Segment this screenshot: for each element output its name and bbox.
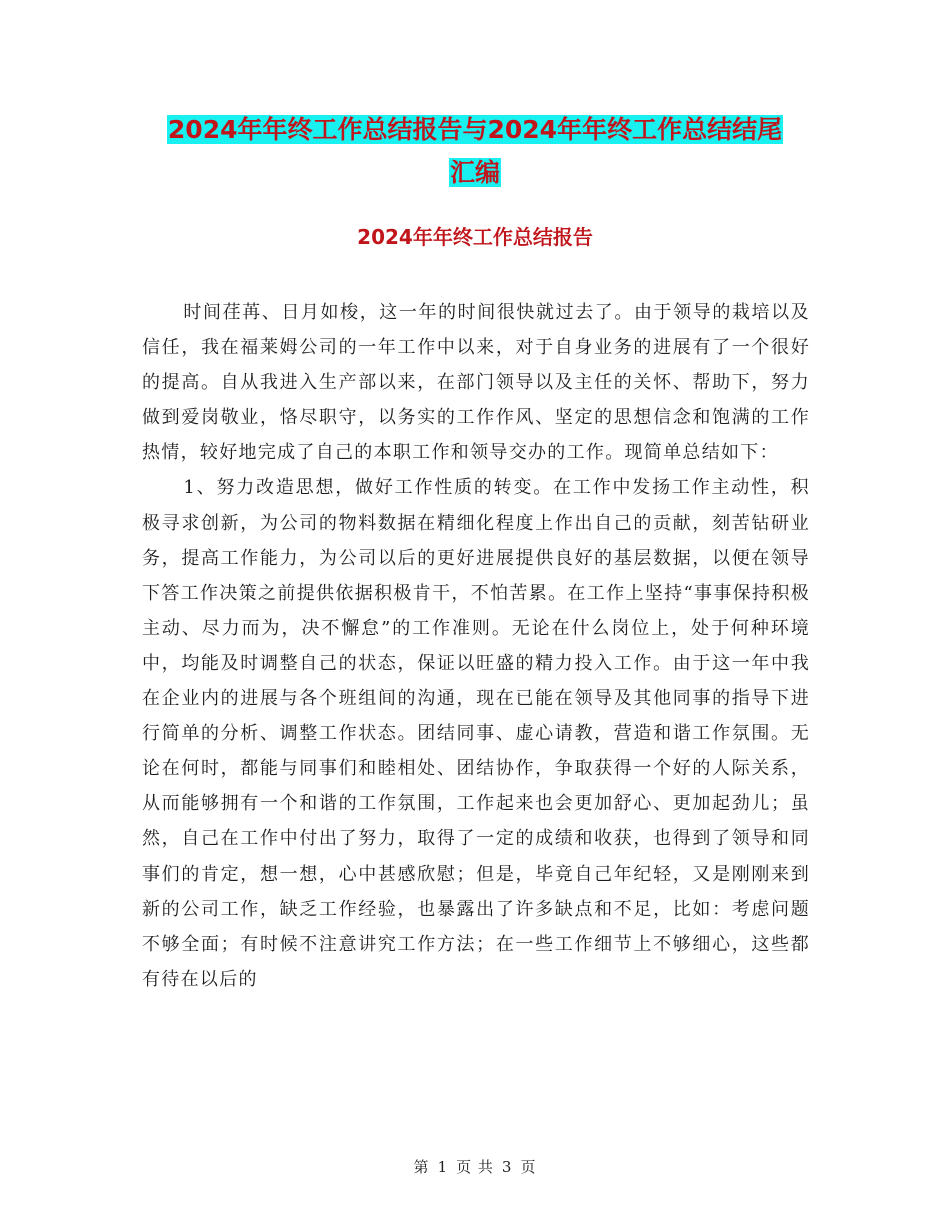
footer-suffix: 页: [520, 1158, 537, 1176]
footer-middle: 页 共: [456, 1158, 494, 1176]
document-title: [0, 108, 950, 194]
section-heading: 2024年年终工作总结报告: [357, 225, 593, 249]
page-footer: [0, 1156, 950, 1177]
paragraph: 时间荏苒、日月如梭，这一年的时间很快就过去了。由于领导的栽培以及信任，我在福莱姆公司的一年工作中以来，对于自身业务的进展有了一个很好的提高。自从我进入生产部以来，在部门领导以及主任的关怀、帮助下，努力做到爱岗敬业，恪尽职守，以务实的工作作风、坚定的思想信念和饱满的工作热情，较好地完成了自己的本职工作和领导交办的工作。现简单总结如下：: [142, 302, 810, 464]
document-body: [142, 295, 810, 997]
footer-total-pages: 3: [501, 1158, 513, 1176]
document-title-line2: 汇编: [449, 158, 500, 187]
footer-prefix: 第: [413, 1158, 430, 1176]
document-title-line1: 2024年年终工作总结报告与2024年年终工作总结结尾: [167, 115, 783, 144]
paragraph: 1、努力改造思想，做好工作性质的转变。在工作中发扬工作主动性，积极寻求创新，为公司的物料数据在精细化程度上作出自己的贡献，刻苦钻研业务，提高工作能力，为公司以后的更好进展提供良好的基层数据，以便在领导下答工作决策之前提供依据积极肯干，不怕苦累。在工作上坚持“事事保持积极主动、尽力而为，决不懈怠”的工作准则。无论在什么岗位上，处于何种环境中，均能及时调整自己的状态，保证以旺盛的精力投入工作。由于这一年中我在企业内的进展与各个班组间的沟通，现在已能在领导及其他同事的指导下进行简单的分析、调整工作状态。团结同事、虚心请教，营造和谐工作氛围。无论在何时，都能与同事们和睦相处、团结协作，争取获得一个好的人际关系，从而能够拥有一个和谐的工作氛围，工作起来也会更加舒心、更加起劲儿；虽然，自己在工作中付出了努力，取得了一定的成绩和收获，也得到了领导和同事们的肯定，想一想，心中甚感欣慰；但是，毕竟自己年纪轻，又是刚刚来到新的公司工作，缺乏工作经验，也暴露出了许多缺点和不足，比如：考虑问题不够全面；有时候不注意讲究工作方法；在一些工作细节上不够细心，这些都有待在以后的: [142, 477, 810, 990]
footer-page-number: 1: [437, 1158, 449, 1176]
